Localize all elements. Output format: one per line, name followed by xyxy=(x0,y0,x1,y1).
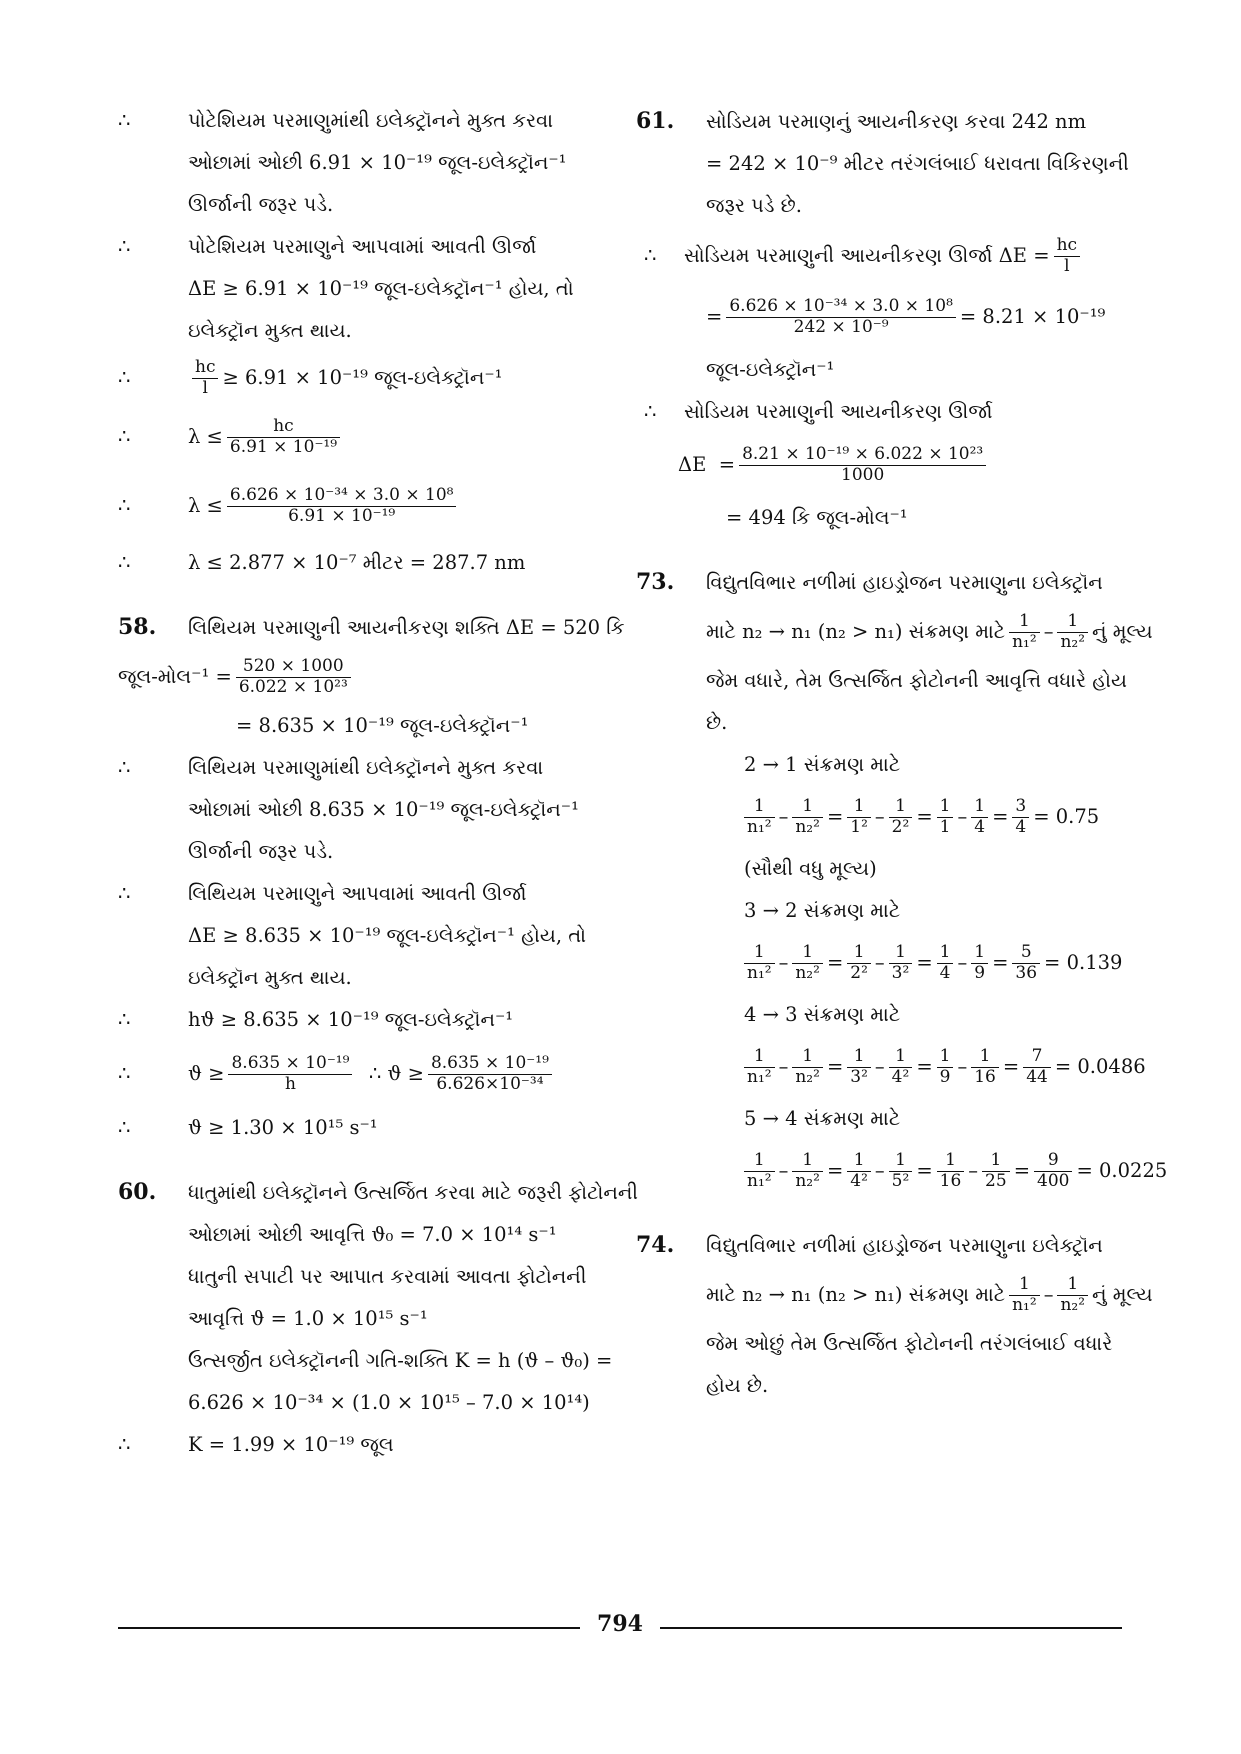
fraction xyxy=(792,1047,823,1087)
operator: = xyxy=(916,1159,933,1182)
therefore-symbol: ∴ xyxy=(118,494,131,517)
denominator: n₂² xyxy=(795,1171,820,1191)
therefore-symbol: ∴ xyxy=(118,882,131,905)
denominator: 242 × 10⁻⁹ xyxy=(793,317,889,337)
numerator: 1 xyxy=(1009,1275,1040,1296)
numerator: 3 xyxy=(1012,797,1029,818)
denominator: 5² xyxy=(891,1171,910,1191)
numerator: 1 xyxy=(1009,612,1040,633)
text: λ ≤ xyxy=(188,425,223,448)
fraction xyxy=(889,1151,913,1191)
numerator: 1 xyxy=(847,943,871,964)
therefore-symbol: ∴ xyxy=(118,235,131,258)
question-61 xyxy=(636,100,1132,143)
text: λ ≤ xyxy=(188,494,223,517)
question-number: 60. xyxy=(118,1179,157,1205)
numerator: 7 xyxy=(1023,1047,1051,1068)
denominator: 9 xyxy=(974,963,986,983)
equation xyxy=(636,285,1132,349)
fraction xyxy=(1057,612,1088,652)
numerator: 9 xyxy=(1034,1151,1072,1172)
text: ϑ ≥ xyxy=(188,1062,225,1085)
denominator: 6.91 × 10⁻¹⁹ xyxy=(229,437,338,457)
denominator: n₁² xyxy=(1012,1295,1037,1315)
denominator: 6.91 × 10⁻¹⁹ xyxy=(288,506,396,526)
question-number: 58. xyxy=(118,614,157,640)
fraction xyxy=(739,445,986,485)
denominator: 4 xyxy=(974,817,986,837)
text: = 8.21 × 10⁻¹⁹ xyxy=(959,305,1106,328)
text: λ ≤ 2.877 × 10⁻⁷ મીટર = 287.7 nm xyxy=(188,551,526,574)
question-number: 73. xyxy=(636,569,675,595)
question-74 xyxy=(636,1224,1132,1267)
numerator: 1 xyxy=(971,797,988,818)
footer-rule-right xyxy=(660,1627,1122,1629)
fraction xyxy=(889,797,913,837)
numerator: 1 xyxy=(971,943,988,964)
numerator: 1 xyxy=(847,797,871,818)
text: લિથિયમ પરમાણુની આયનીકરણ શક્તિ ΔE = 520 કિ xyxy=(188,616,625,639)
text: માટે n₂ → n₁ (n₂ > n₁) સંક્રમણ માટે xyxy=(706,620,1006,643)
equation xyxy=(636,433,1132,497)
numerator: 1 xyxy=(937,797,954,818)
numerator: 5 xyxy=(1012,943,1040,964)
denominator: n₁² xyxy=(747,963,772,983)
question-number: 74. xyxy=(636,1232,675,1258)
therefore-symbol: ∴ xyxy=(644,244,657,267)
fraction xyxy=(847,943,871,983)
text: ΔE xyxy=(678,453,707,476)
result: = 0.0486 xyxy=(1054,1055,1146,1078)
text-line: હોય છે. xyxy=(706,1374,769,1397)
therefore-symbol: ∴ xyxy=(644,400,657,423)
operator: – xyxy=(957,1055,968,1078)
denominator: 4² xyxy=(891,1067,910,1087)
operator: = xyxy=(916,805,933,828)
therefore-symbol: ∴ xyxy=(118,1008,131,1031)
text-line: 4 → 3 સંક્રમણ માટે xyxy=(744,1003,901,1026)
denominator: 3² xyxy=(850,1067,868,1087)
fraction xyxy=(889,943,913,983)
operator: – xyxy=(874,951,885,974)
fraction xyxy=(847,797,871,837)
text: સોડિયમ પરમાણનું આયનીકરણ કરવા 242 nm xyxy=(706,110,1087,133)
text: પોટેશિયમ પરમાણુને આપવામાં આવતી ઊર્જા xyxy=(188,235,537,258)
text: વિદ્યુતવિભાર નળીમાં હાઇડ્રોજન પરમાણુના ઇલેક્ટ્રૉન xyxy=(706,1234,1103,1257)
text-line: જરૂર પડે છે. xyxy=(706,194,802,217)
text-line: 2 → 1 સંક્રમણ માટે xyxy=(744,753,901,776)
denominator: l xyxy=(1064,256,1070,276)
text: નું મૂલ્ય xyxy=(1092,1283,1153,1306)
denominator: 16 xyxy=(939,1171,962,1191)
text-line: ΔE ≥ 8.635 × 10⁻¹⁹ જૂલ-ઇલેક્ટ્રૉન⁻¹ હોય, તો xyxy=(188,924,587,947)
text-line xyxy=(118,100,618,142)
text: નું મૂલ્ય xyxy=(1092,620,1153,643)
fraction xyxy=(847,1151,871,1191)
numerator: 1 xyxy=(1057,612,1088,633)
text-line: ઇલેક્ટ્રૉન મુક્ત થાય. xyxy=(188,966,352,989)
equation: માટે n₂ → n₁ (n₂ > n₁) સંક્રમણ માટે $\frac{1}{\text{n₁²}}$ – $\frac{1}{\text{n₂²}}$ નું મૂલ્ય xyxy=(706,611,1153,652)
fraction xyxy=(227,486,457,526)
equation xyxy=(118,1424,618,1466)
operator: = xyxy=(826,1055,844,1078)
fraction xyxy=(1034,1151,1072,1191)
text-line: જૂલ-ઇલેક્ટ્રૉન⁻¹ xyxy=(706,358,835,381)
text: ≥ 6.91 × 10⁻¹⁹ જૂલ-ઇલેક્ટ્રૉન⁻¹ xyxy=(222,366,503,389)
equation xyxy=(636,1036,1146,1098)
operator: = xyxy=(826,1159,844,1182)
fraction xyxy=(937,943,954,983)
text: = xyxy=(718,453,736,476)
fraction xyxy=(428,1054,552,1094)
left-column xyxy=(118,100,638,1466)
denominator: 400 xyxy=(1037,1171,1070,1191)
denominator: 16 xyxy=(974,1067,996,1087)
numerator: hc xyxy=(192,358,218,379)
numerator: 8.635 × 10⁻¹⁹ xyxy=(228,1054,352,1075)
equation xyxy=(118,404,618,470)
fraction xyxy=(1012,943,1040,983)
result: = 0.75 xyxy=(1033,805,1100,828)
text-line: (સૌથી વધુ મૂલ્ય) xyxy=(744,857,877,880)
numerator: 1 xyxy=(792,943,823,964)
therefore-symbol: ∴ xyxy=(118,1433,131,1456)
numerator: 1 xyxy=(971,1047,999,1068)
denominator: 4² xyxy=(850,1171,868,1191)
text: સોડિયમ પરમાણુની આયનીકરણ ઊર્જા xyxy=(684,400,993,423)
numerator: 1 xyxy=(847,1047,871,1068)
denominator: 4 xyxy=(939,963,951,983)
numerator: 1 xyxy=(937,1047,954,1068)
operator: = xyxy=(1013,1159,1031,1182)
operator: = xyxy=(916,951,933,974)
denominator: 25 xyxy=(985,1171,1007,1191)
numerator: 1 xyxy=(847,1151,871,1172)
text-line: 5 → 4 સંક્રમણ માટે xyxy=(744,1107,901,1130)
question-60 xyxy=(118,1171,638,1214)
text: માટે n₂ → n₁ (n₂ > n₁) સંક્રમણ માટે xyxy=(706,1283,1006,1306)
fraction xyxy=(236,657,351,697)
numerator: 1 xyxy=(744,797,775,818)
text-line: 3 → 2 સંક્રમણ માટે xyxy=(744,899,901,922)
text-line: ઓછામાં ઓછી આવૃત્તિ ϑ₀ = 7.0 × 10¹⁴ s⁻¹ xyxy=(188,1223,557,1246)
denominator: 2² xyxy=(891,817,910,837)
equation xyxy=(636,1140,1168,1202)
text: = xyxy=(706,305,723,328)
therefore-symbol: ∴ xyxy=(118,1116,131,1139)
question-58 xyxy=(118,606,625,649)
equation xyxy=(118,649,618,705)
operator: = xyxy=(992,951,1009,974)
fraction xyxy=(982,1151,1010,1191)
equation xyxy=(118,542,618,584)
denominator: 1 xyxy=(939,817,951,837)
text: સોડિયમ પરમાણુની આયનીકરણ ઊર્જા ΔE = xyxy=(684,244,1050,267)
denominator: 6.626×10⁻³⁴ xyxy=(436,1074,544,1094)
operator: – xyxy=(874,1159,885,1182)
text-line xyxy=(636,391,1132,433)
fraction xyxy=(792,1151,823,1191)
denominator: 1² xyxy=(850,817,868,837)
denominator: n₂² xyxy=(795,963,820,983)
denominator: n₁² xyxy=(747,1067,772,1087)
operator: – xyxy=(778,1159,789,1182)
text-line: છે. xyxy=(706,711,728,734)
numerator: 1 xyxy=(1057,1275,1088,1296)
equation xyxy=(118,1107,618,1149)
denominator: n₂² xyxy=(1060,1295,1086,1315)
numerator: hc xyxy=(227,417,340,438)
fraction xyxy=(792,797,823,837)
text: લિથિયમ પરમાણુને આપવામાં આવતી ઊર્જા xyxy=(188,882,527,905)
text-line: = 8.635 × 10⁻¹⁹ જૂલ-ઇલેક્ટ્રૉન⁻¹ xyxy=(236,714,529,737)
therefore-symbol: ∴ xyxy=(118,366,131,389)
text: ધાતુમાંથી ઇલેક્ટ્રૉનને ઉત્સર્જિત કરવા માટે જરૂરી ફોટોનની xyxy=(188,1181,638,1204)
fraction xyxy=(744,797,775,837)
text-line xyxy=(118,747,618,789)
denominator: l xyxy=(202,378,208,398)
text: પોટેશિયમ પરમાણુમાંથી ઇલેક્ટ્રૉનને મુક્ત કરવા xyxy=(188,109,553,132)
operator: = xyxy=(826,805,844,828)
fraction xyxy=(1023,1047,1051,1087)
fraction xyxy=(744,1047,775,1087)
right-column xyxy=(636,100,1168,1407)
denominator: h xyxy=(284,1074,296,1094)
numerator: 6.626 × 10⁻³⁴ × 3.0 × 10⁸ xyxy=(227,486,457,507)
equation xyxy=(118,999,618,1041)
text: ϑ ≥ 1.30 × 10¹⁵ s⁻¹ xyxy=(188,1116,378,1139)
operator: = xyxy=(916,1055,933,1078)
denominator: 1000 xyxy=(841,465,885,485)
fraction xyxy=(1009,612,1040,652)
therefore-symbol: ∴ xyxy=(118,109,131,132)
numerator: 8.635 × 10⁻¹⁹ xyxy=(428,1054,552,1075)
equation xyxy=(636,227,1132,285)
text-line: ઓછામાં ઓછી 6.91 × 10⁻¹⁹ જૂલ-ઇલેક્ટ્રૉન⁻¹ xyxy=(188,151,567,174)
denominator: n₁² xyxy=(747,1171,772,1191)
numerator: 6.626 × 10⁻³⁴ × 3.0 × 10⁸ xyxy=(726,297,956,318)
numerator: 1 xyxy=(937,943,954,964)
fraction xyxy=(744,943,775,983)
numerator: 1 xyxy=(889,1151,913,1172)
numerator: 1 xyxy=(792,1151,823,1172)
numerator: 1 xyxy=(792,797,823,818)
footer-rule-left xyxy=(118,1627,580,1629)
fraction xyxy=(227,417,340,457)
denominator: 4 xyxy=(1015,817,1027,837)
denominator: 2² xyxy=(850,963,868,983)
denominator: n₂² xyxy=(795,817,820,837)
text-line: 6.626 × 10⁻³⁴ × (1.0 × 10¹⁵ – 7.0 × 10¹⁴) xyxy=(188,1391,590,1414)
operator: = xyxy=(826,951,844,974)
denominator: n₂² xyxy=(1060,632,1086,652)
numerator: 1 xyxy=(792,1047,823,1068)
result: = 0.139 xyxy=(1044,951,1123,974)
equation: માટે n₂ → n₁ (n₂ > n₁) સંક્રમણ માટે $\frac{1}{\text{n₁²}}$ – $\frac{1}{\text{n₂²}}$ નું મૂલ્ય xyxy=(706,1274,1153,1315)
numerator: 1 xyxy=(889,1047,913,1068)
result: = 0.0225 xyxy=(1076,1159,1168,1182)
denominator: n₁² xyxy=(747,817,772,837)
therefore-symbol: ∴ xyxy=(118,756,131,779)
denominator: 36 xyxy=(1015,963,1038,983)
denominator: n₁² xyxy=(1012,632,1037,652)
text-line: જેમ વધારે, તેમ ઉત્સર્જિત ફોટોનની આવૃત્તિ વધારે હોય xyxy=(706,669,1128,692)
text-line: ΔE ≥ 6.91 × 10⁻¹⁹ જૂલ-ઇલેક્ટ્રૉન⁻¹ હોય, તો xyxy=(188,277,574,300)
text: hϑ ≥ 8.635 × 10⁻¹⁹ જૂલ-ઇલેક્ટ્રૉન⁻¹ xyxy=(188,1008,514,1031)
equation xyxy=(118,1041,618,1107)
text-line: ઓછામાં ઓછી 8.635 × 10⁻¹⁹ જૂલ-ઇલેક્ટ્રૉન⁻¹ xyxy=(188,798,579,821)
text-line: આવૃત્તિ ϑ = 1.0 × 10¹⁵ s⁻¹ xyxy=(188,1307,428,1330)
operator: = xyxy=(992,805,1009,828)
denominator: 3² xyxy=(891,963,910,983)
text-line: ઊર્જાની જરૂર પડે. xyxy=(188,840,334,863)
text-line: ઉત્સર્જીત ઇલેક્ટ્રૉનની ગતિ-શક્તિ K = h (ϑ – ϑ₀) = xyxy=(188,1349,613,1372)
fraction xyxy=(1012,797,1029,837)
text-line xyxy=(118,226,618,268)
text: વિદ્યુતવિભાર નળીમાં હાઇડ્રોજન પરમાણુના ઇલેક્ટ્રૉન xyxy=(706,571,1103,594)
fraction xyxy=(744,1151,775,1191)
numerator: 1 xyxy=(744,1047,775,1068)
fraction xyxy=(792,943,823,983)
numerator: 1 xyxy=(744,1151,775,1172)
equation xyxy=(636,932,1132,994)
therefore-symbol: ∴ xyxy=(118,425,131,448)
operator: – xyxy=(778,805,789,828)
operator: – xyxy=(957,805,968,828)
text-line: જેમ ઓછું તેમ ઉત્સર્જિત ફોટોનની તરંગલંબાઈ વધારે xyxy=(706,1332,1113,1355)
text: લિથિયમ પરમાણુમાંથી ઇલેક્ટ્રૉનને મુક્ત કરવા xyxy=(188,756,544,779)
operator: – xyxy=(874,805,885,828)
numerator: 1 xyxy=(982,1151,1010,1172)
operator: = xyxy=(1002,1055,1020,1078)
fraction xyxy=(937,1151,965,1191)
numerator: 1 xyxy=(937,1151,965,1172)
denominator: 44 xyxy=(1026,1067,1048,1087)
fraction xyxy=(1054,236,1080,276)
operator: – xyxy=(778,951,789,974)
numerator: 520 × 1000 xyxy=(236,657,351,678)
fraction xyxy=(726,297,956,337)
fraction xyxy=(889,1047,913,1087)
therefore-symbol: ∴ xyxy=(118,1062,131,1085)
text-line: ઇલેક્ટ્રૉન મુક્ત થાય. xyxy=(188,319,352,342)
fraction xyxy=(937,797,954,837)
fraction xyxy=(228,1054,352,1094)
equation xyxy=(118,470,618,542)
text-line: ઊર્જાની જરૂર પડે. xyxy=(188,193,334,216)
question-73 xyxy=(636,561,1132,604)
equation xyxy=(118,352,618,404)
text: K = 1.99 × 10⁻¹⁹ જૂલ xyxy=(188,1433,394,1456)
fraction xyxy=(971,1047,999,1087)
numerator: 1 xyxy=(889,797,913,818)
numerator: 1 xyxy=(889,943,913,964)
page-number: 794 xyxy=(597,1611,643,1637)
fraction xyxy=(1057,1275,1088,1315)
fraction xyxy=(192,358,218,398)
text: જૂલ-મોલ⁻¹ = xyxy=(118,665,232,688)
operator: – xyxy=(968,1159,979,1182)
equation xyxy=(636,786,1132,848)
fraction xyxy=(847,1047,871,1087)
numerator: hc xyxy=(1054,236,1080,257)
operator: – xyxy=(778,1055,789,1078)
fraction xyxy=(1009,1275,1040,1315)
question-number: 61. xyxy=(636,108,675,134)
text-line xyxy=(118,873,618,915)
operator: – xyxy=(957,951,968,974)
text-line: ધાતુની સપાટી પર આપાત કરવામાં આવતા ફોટોનની xyxy=(188,1265,587,1288)
denominator: 9 xyxy=(939,1067,951,1087)
denominator: 6.022 × 10²³ xyxy=(238,677,348,697)
denominator: n₂² xyxy=(795,1067,820,1087)
text-line: = 242 × 10⁻⁹ મીટર તરંગલંબાઈ ધરાવતા વિકિરણની xyxy=(706,152,1129,175)
text: ∴ ϑ ≥ xyxy=(368,1062,424,1085)
fraction xyxy=(937,1047,954,1087)
therefore-symbol: ∴ xyxy=(118,551,131,574)
numerator: 1 xyxy=(744,943,775,964)
fraction xyxy=(971,797,988,837)
numerator: 8.21 × 10⁻¹⁹ × 6.022 × 10²³ xyxy=(739,445,986,466)
fraction xyxy=(971,943,988,983)
text-line: = 494 કિ જૂલ-મોલ⁻¹ xyxy=(726,506,908,529)
operator: – xyxy=(874,1055,885,1078)
